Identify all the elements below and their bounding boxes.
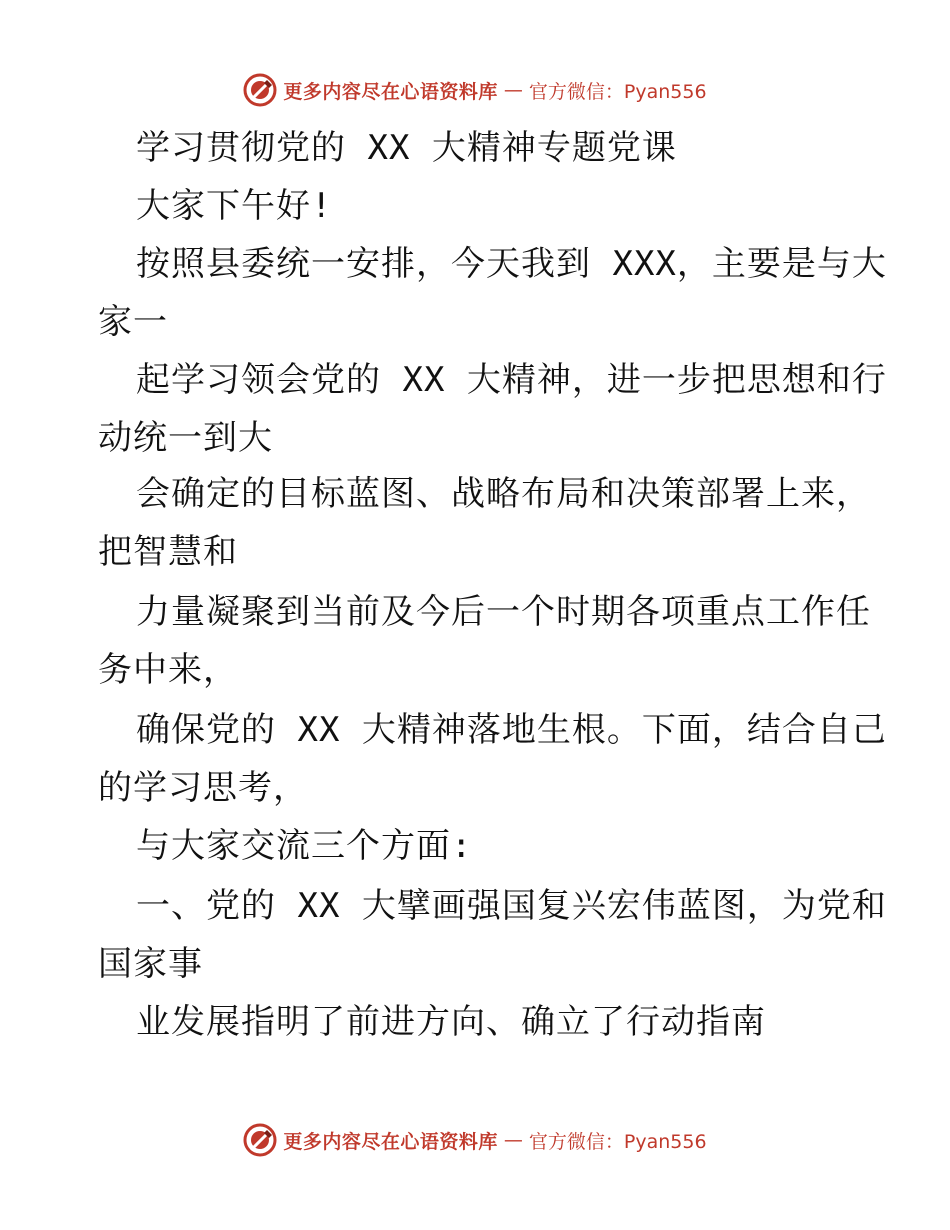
- paragraph-line: 按照县委统一安排，今天我到 XXX，主要是与大: [136, 244, 887, 284]
- banner-separator: —: [503, 1129, 523, 1151]
- paragraph-line: 的学习思考，: [98, 768, 308, 808]
- banner-contact: 官方微信：Pyan556: [528, 80, 707, 103]
- banner-contact: 官方微信：Pyan556: [528, 1130, 707, 1153]
- banner-title: 更多内容尽在心语资料库: [283, 1130, 498, 1153]
- document-title: 学习贯彻党的 XX 大精神专题党课: [136, 128, 677, 168]
- header-banner-content: [243, 73, 706, 107]
- pen-logo-icon: [243, 73, 277, 107]
- paragraph-line: 务中来，: [98, 650, 238, 690]
- pen-logo-icon: [243, 1123, 277, 1157]
- paragraph-line: 与大家交流三个方面:: [136, 826, 473, 866]
- banner-title: 更多内容尽在心语资料库: [283, 80, 498, 103]
- paragraph-line: 把智慧和: [98, 532, 238, 572]
- heading-line: 一、党的 XX 大擘画强国复兴宏伟蓝图，为党和: [136, 886, 887, 926]
- paragraph-line: 大家下午好!: [136, 186, 333, 226]
- header-banner: [0, 70, 950, 110]
- paragraph-line: 力量凝聚到当前及今后一个时期各项重点工作任: [136, 592, 871, 632]
- paragraph-line: 动统一到大: [98, 418, 273, 458]
- paragraph-line: 家一: [98, 302, 168, 342]
- heading-line: 业发展指明了前进方向、确立了行动指南: [136, 1002, 766, 1042]
- banner-separator: —: [503, 79, 523, 101]
- paragraph-line: 起学习领会党的 XX 大精神，进一步把思想和行: [136, 360, 887, 400]
- paragraph-line: 会确定的目标蓝图、战略布局和决策部署上来，: [136, 474, 871, 514]
- footer-banner-content: [243, 1123, 706, 1157]
- heading-line: 国家事: [98, 944, 203, 984]
- paragraph-line: 确保党的 XX 大精神落地生根。下面，结合自己: [136, 710, 887, 750]
- footer-banner: [0, 1120, 950, 1160]
